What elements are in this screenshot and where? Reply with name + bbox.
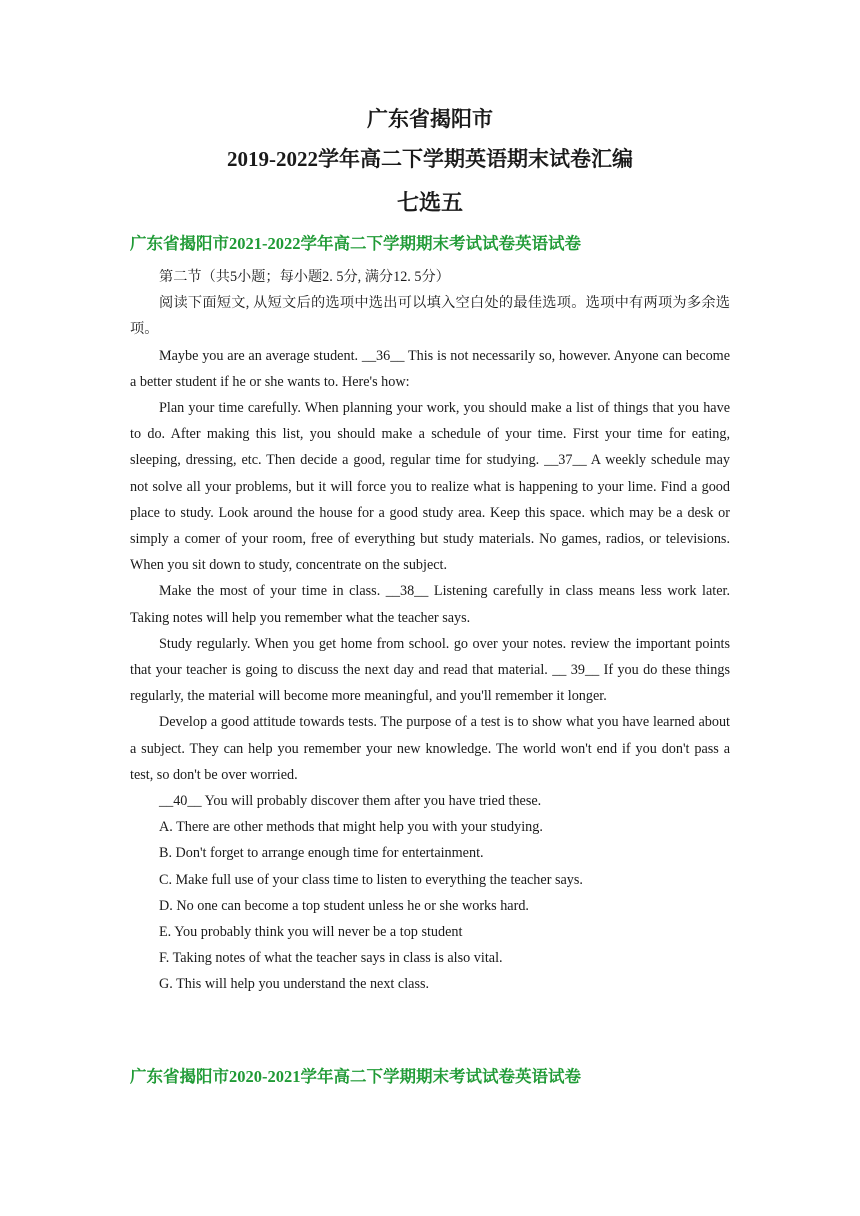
passage-paragraph-3: Make the most of your time in class. __38__ Listening carefully in class means less work later. Taking notes will help you remember what the teacher says. — [130, 583, 730, 626]
document-title-region: 广东省揭阳市 — [367, 107, 493, 131]
option-f: F. Taking notes of what the teacher says in class is also vital. — [159, 950, 503, 967]
option-e: E. You probably think you will never be a top student — [159, 924, 463, 941]
passage-paragraph-5: Develop a good attitude towards tests. The purpose of a test is to show what you have learned about a subject. They can help you remember your new knowledge. The world won't end if you don't pass a test, so don't be over worried. — [130, 714, 730, 783]
option-c: C. Make full use of your class time to listen to everything the teacher says. — [159, 871, 583, 888]
passage-paragraph-2: Plan your time carefully. When planning your work, you should make a list of things that you have to do. After making this list, you should make a schedule of your time. First your time for eating, sleeping, dressing, etc. Then decide a good, regular time for studying. __37__ A weekly schedule may not solve all your problems, but it will force you to realize what is happening to your lime. Find a good place to study. Look around the house for a good study area. Keep this space. which may be a desk or simply a comer of your room, free of everything but study materials. No games, radios, or televisions. When you sit down to study, concentrate on the subject. — [130, 400, 730, 574]
passage-paragraph-6: __40__ You will probably discover them after you have tried these. — [159, 793, 542, 810]
option-b: B. Don't forget to arrange enough time for entertainment. — [159, 845, 484, 862]
option-g: G. This will help you understand the next class. — [159, 976, 430, 993]
option-a: A. There are other methods that might help you with your studying. — [159, 819, 543, 836]
document-title-collection: 2019-2022学年高二下学期英语期末试卷汇编 — [227, 147, 633, 171]
section-heading-2020-2021: 广东省揭阳市2020-2021学年高二下学期期末考试试卷英语试卷 — [130, 1067, 581, 1086]
option-d: D. No one can become a top student unless he or she works hard. — [159, 897, 529, 914]
instruction-scoring: 第二节（共5小题；每小题2. 5分, 满分12. 5分） — [159, 269, 450, 285]
passage-paragraph-1: Maybe you are an average student. __36__ This is not necessarily so, however. Anyone can become a better student if he or she wants to. Here's how: — [130, 347, 730, 390]
document-title-topic: 七选五 — [396, 190, 463, 215]
passage-paragraph-4: Study regularly. When you get home from school. go over your notes. review the important points that your teacher is going to discuss the next day and read that material. __ 39__ If you do these things regularly, the material will become more meaningful, and you'll remember it longer. — [130, 635, 730, 705]
section-body — [130, 264, 730, 998]
section-heading-2021-2022: 广东省揭阳市2021-2022学年高二下学期期末考试试卷英语试卷 — [130, 234, 581, 253]
instruction-directions: 阅读下面短文, 从短文后的选项中选出可以填入空白处的最佳选项。选项中有两项为多余选项。 — [130, 295, 730, 338]
